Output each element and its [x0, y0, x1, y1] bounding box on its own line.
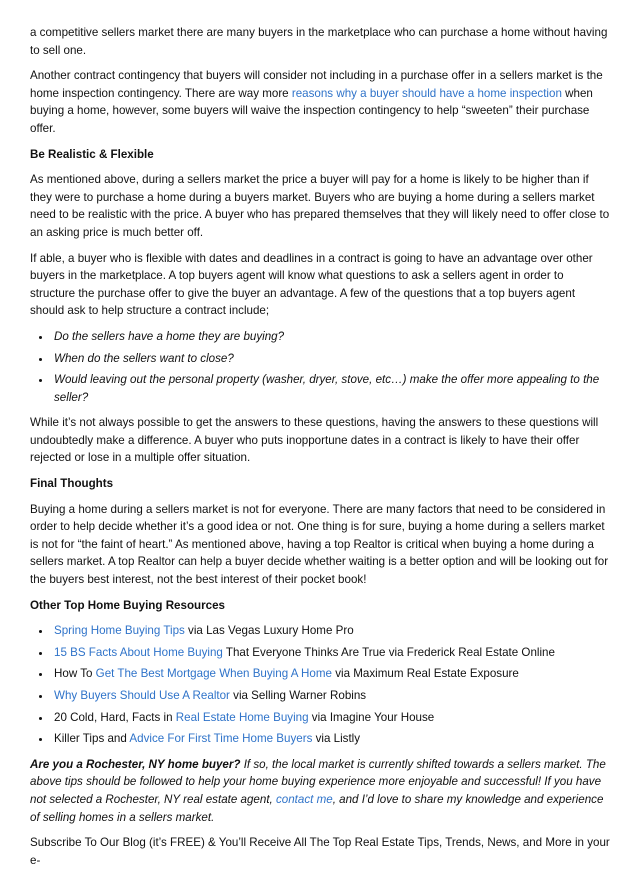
- paragraph-subscribe: Subscribe To Our Blog (it’s FREE) & You’ll Receive All The Top Real Estate Tips, Trends, News, and More in your e-: [30, 836, 610, 867]
- resource-link[interactable]: Real Estate Home Buying: [175, 710, 309, 724]
- list-item: • Killer Tips and Advice For First Time Home Buyers via Listly: [52, 730, 610, 748]
- paragraph-inspection: Another contract contingency that buyers will consider not including in a purchase offer in a sellers market is the home inspection contingency. There are way more reasons why a buyer should have a home inspection when buying a home, however, some buyers will waive the inspection contingency to help “sweeten” their purchase offer.: [30, 69, 603, 135]
- list-item: • 15 BS Facts About Home Buying That Everyone Thinks Are True via Frederick Real Estate Online: [52, 644, 610, 662]
- inspection-link[interactable]: reasons why a buyer should have a home inspection: [291, 86, 562, 100]
- paragraph-rochester-cta: Are you a Rochester, NY home buyer? If so, the local market is currently shifted towards a sellers market. The above tips should be followed to help your home buying experience more enjoyable and successful! If you have not selected a Rochester, NY real estate agent, contact me, and I’d love to share my knowledge and experience of selling homes in a sellers market.: [30, 757, 606, 824]
- list-item: • Why Buyers Should Use A Realtor via Selling Warner Robins: [52, 687, 610, 705]
- list-item: • Do the sellers have a home they are buying?: [52, 328, 610, 346]
- questions-list: [30, 328, 610, 406]
- heading-be-realistic: Be Realistic & Flexible: [30, 147, 154, 161]
- paragraph-realistic-price: As mentioned above, during a sellers market the price a buyer will pay for a home is likely to be higher than if they were to purchase a home during a buyers market. Buyers who are buying a home during a sellers market need to be realistic with the price. A buyer who has prepared themselves that they will likely need to offer close to an asking price is much better off.: [30, 173, 610, 239]
- resource-link[interactable]: Advice For First Time Home Buyers: [129, 732, 313, 746]
- article-body: [30, 24, 610, 877]
- list-item: • How To Get The Best Mortgage When Buying A Home via Maximum Real Estate Exposure: [52, 665, 610, 683]
- heading-final-thoughts: Final Thoughts: [30, 477, 114, 491]
- list-item: • When do the sellers want to close?: [52, 350, 610, 368]
- paragraph-answers: While it’s not always possible to get the answers to these questions, having the answers to these questions will undoubtedly make a difference. A buyer who puts inopportune dates in a contract is likely to have their offer rejected or lose in a multiple offer situation.: [30, 416, 599, 465]
- resources-list: [30, 622, 610, 748]
- heading-resources: Other Top Home Buying Resources: [30, 598, 225, 612]
- resource-link[interactable]: Spring Home Buying Tips: [54, 624, 185, 638]
- paragraph-sellers-market: a competitive sellers market there are many buyers in the marketplace who can purchase a home without having to sell one.: [30, 26, 608, 57]
- list-item: • 20 Cold, Hard, Facts in Real Estate Home Buying via Imagine Your House: [52, 709, 610, 727]
- resource-link[interactable]: Why Buyers Should Use A Realtor: [54, 689, 230, 702]
- list-item: • Spring Home Buying Tips via Las Vegas Luxury Home Pro: [52, 622, 610, 640]
- rochester-question: Are you a Rochester, NY home buyer?: [30, 757, 241, 771]
- paragraph-final-thoughts: Buying a home during a sellers market is not for everyone. There are many factors that need to be considered in order to help decide whether it’s a good idea or not. One thing is for sure, buying a home during a sellers market is not for “the faint of heart.” As mentioned above, having a top Realtor is critical when buying a home during a sellers market. A top Realtor can help a buyer decide whether waiting is a better option and will be looking out for the buyers best interest, not the best interest of their pocket book!: [30, 502, 609, 587]
- paragraph-flexible-dates: If able, a buyer who is flexible with dates and deadlines in a contract is going to have an advantage over other buyers in the marketplace. A top buyers agent will know what questions to ask a sellers agent in order to structure the purchase offer to give the buyer an advantage. A few of the questions that a top buyers agent should ask to help structure a contract include;: [30, 251, 593, 318]
- contact-me-link[interactable]: contact me: [275, 792, 333, 806]
- list-item: • Would leaving out the personal property (washer, dryer, stove, etc…) make the offer more appealing to the seller?: [52, 371, 610, 406]
- resource-link[interactable]: 15 BS Facts About Home Buying: [54, 645, 223, 659]
- resource-link[interactable]: Get The Best Mortgage When Buying A Home: [95, 667, 332, 681]
